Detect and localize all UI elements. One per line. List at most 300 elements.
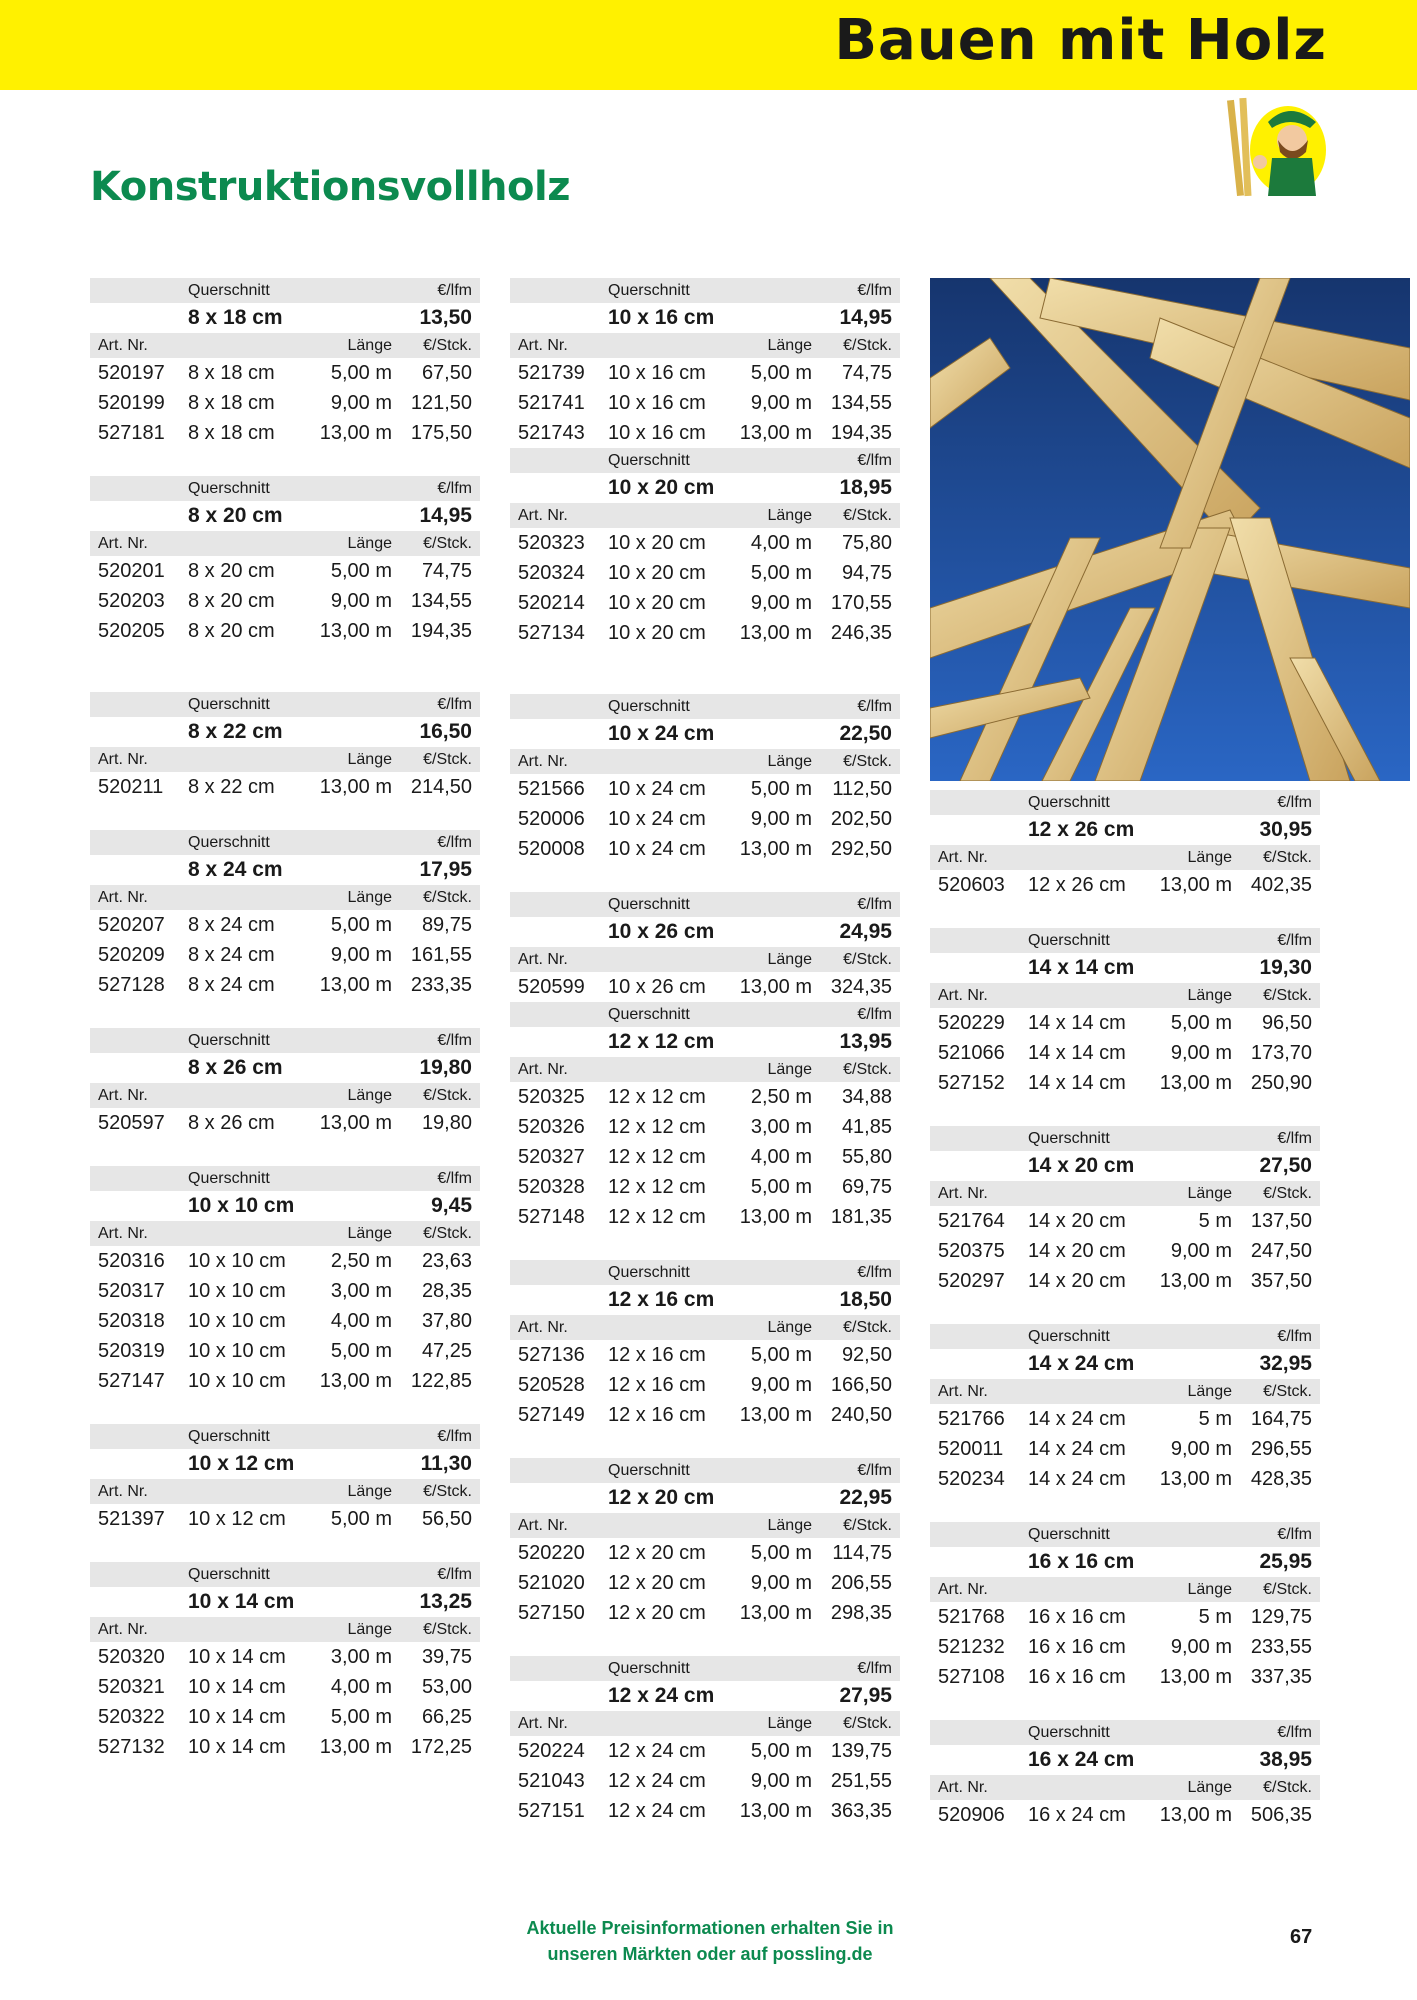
block-spacer [510, 1628, 900, 1656]
table-row [90, 1108, 480, 1138]
table-row [90, 1366, 480, 1396]
page-number: 67 [1290, 1926, 1313, 1948]
length: 9,00 m [750, 1770, 812, 1792]
price-column-3 [930, 790, 1320, 1830]
price-per-lfm: 14,95 [419, 504, 472, 527]
length: 5,00 m [330, 1508, 392, 1530]
length: 13,00 m [319, 974, 392, 996]
per-stck-label: €/Stck. [843, 951, 892, 968]
article-number: 520205 [98, 620, 165, 642]
column-header [510, 1711, 900, 1736]
size-row [510, 1027, 900, 1057]
size-row [510, 303, 900, 333]
article-number: 527152 [938, 1072, 1005, 1094]
footer-line-2: unseren Märkten oder auf possling.de [547, 1944, 873, 1964]
size-row [930, 953, 1320, 983]
querschnitt-label: Querschnitt [1028, 1526, 1110, 1543]
art-nr-label: Art. Nr. [518, 337, 568, 354]
length: 3,00 m [330, 1280, 392, 1302]
table-row [510, 1202, 900, 1232]
article-number: 520322 [98, 1706, 165, 1728]
block-spacer [90, 448, 480, 476]
querschnitt-header [930, 928, 1320, 953]
table-row [510, 418, 900, 448]
article-number: 520321 [98, 1676, 165, 1698]
per-lfm-label: €/lfm [1277, 1130, 1312, 1147]
price-per-lfm: 24,95 [839, 920, 892, 943]
article-number: 520211 [98, 776, 164, 798]
laenge-label: Länge [767, 1715, 812, 1732]
table-row [930, 1236, 1320, 1266]
column-header [510, 947, 900, 972]
article-number: 520327 [518, 1146, 585, 1168]
table-row [930, 1404, 1320, 1434]
dimension: 8 x 26 cm [188, 1112, 275, 1134]
price-per-lfm: 11,30 [420, 1452, 472, 1475]
per-lfm-label: €/lfm [857, 282, 892, 299]
article-number: 521741 [518, 392, 585, 414]
dimension: 16 x 16 cm [1028, 1666, 1126, 1688]
article-number: 520326 [518, 1116, 585, 1138]
article-number: 520324 [518, 562, 585, 584]
column-header [90, 1221, 480, 1246]
table-row [90, 940, 480, 970]
per-stck-label: €/Stck. [1263, 1185, 1312, 1202]
price-per-lfm: 38,95 [1259, 1748, 1312, 1771]
querschnitt-label: Querschnitt [608, 1264, 690, 1281]
size-row [510, 473, 900, 503]
price-per-piece: 122,85 [410, 1370, 472, 1392]
price-block [930, 1126, 1320, 1296]
dimension: 14 x 14 cm [1028, 1072, 1126, 1094]
dimension: 8 x 24 cm [188, 974, 275, 996]
dimension: 12 x 20 cm [608, 1572, 706, 1594]
art-nr-label: Art. Nr. [518, 507, 568, 524]
length: 13,00 m [1159, 1072, 1232, 1094]
table-row [90, 418, 480, 448]
length: 3,00 m [330, 1646, 392, 1668]
price-per-lfm: 13,95 [839, 1030, 892, 1053]
article-number: 520320 [98, 1646, 165, 1668]
table-row [510, 528, 900, 558]
dimension: 12 x 24 cm [608, 1770, 706, 1792]
querschnitt-label: Querschnitt [1028, 794, 1110, 811]
size-row [930, 1745, 1320, 1775]
dimension: 12 x 24 cm [608, 1740, 706, 1762]
size-row [90, 501, 480, 531]
price-block [510, 694, 900, 864]
length: 5,00 m [330, 362, 392, 384]
table-row [510, 1598, 900, 1628]
table-row [510, 1172, 900, 1202]
block-spacer [930, 1692, 1320, 1720]
length: 3,00 m [750, 1116, 812, 1138]
price-per-lfm: 27,50 [1259, 1154, 1312, 1177]
column-header [930, 845, 1320, 870]
article-number: 520224 [518, 1740, 585, 1762]
dimension: 12 x 16 cm [608, 1374, 706, 1396]
price-per-piece: 296,55 [1250, 1438, 1312, 1460]
dimension: 8 x 22 cm [188, 776, 275, 798]
table-row [90, 1246, 480, 1276]
querschnitt-header [510, 278, 900, 303]
article-number: 521764 [938, 1210, 1005, 1232]
dimension: 14 x 14 cm [1028, 1012, 1126, 1034]
column-header [90, 885, 480, 910]
article-number: 521743 [518, 422, 585, 444]
laenge-label: Länge [1187, 1383, 1232, 1400]
length: 9,00 m [750, 808, 812, 830]
article-number: 527108 [938, 1666, 1005, 1688]
laenge-label: Länge [767, 753, 812, 770]
size-row [510, 1681, 900, 1711]
dimension: 8 x 24 cm [188, 944, 275, 966]
size-row [930, 1547, 1320, 1577]
price-per-piece: 206,55 [830, 1572, 892, 1594]
table-row [930, 1662, 1320, 1692]
length: 9,00 m [1170, 1240, 1232, 1262]
laenge-label: Länge [347, 751, 392, 768]
price-per-piece: 428,35 [1250, 1468, 1312, 1490]
price-per-piece: 37,80 [421, 1310, 472, 1332]
table-row [90, 586, 480, 616]
header-bar [0, 0, 1417, 90]
table-row [510, 1082, 900, 1112]
price-block [90, 692, 480, 802]
article-number: 520603 [938, 874, 1005, 896]
column-header [510, 749, 900, 774]
querschnitt-header [510, 694, 900, 719]
column-header [90, 333, 480, 358]
article-number: 520011 [938, 1438, 1004, 1460]
table-row [510, 1142, 900, 1172]
article-number: 527151 [518, 1800, 585, 1822]
page-title: Konstruktionsvollholz [90, 164, 571, 210]
querschnitt-header [90, 476, 480, 501]
price-per-lfm: 9,45 [431, 1194, 472, 1217]
article-number: 520375 [938, 1240, 1005, 1262]
per-stck-label: €/Stck. [423, 535, 472, 552]
block-spacer [930, 1296, 1320, 1324]
querschnitt-label: Querschnitt [188, 480, 270, 497]
art-nr-label: Art. Nr. [98, 337, 148, 354]
block-spacer [90, 1534, 480, 1562]
laenge-label: Länge [1187, 849, 1232, 866]
price-per-lfm: 32,95 [1259, 1352, 1312, 1375]
length: 13,00 m [739, 976, 812, 998]
article-number: 520207 [98, 914, 165, 936]
article-number: 520597 [98, 1112, 165, 1134]
dimension: 10 x 14 cm [188, 1706, 286, 1728]
dimension: 8 x 18 cm [188, 422, 275, 444]
per-stck-label: €/Stck. [423, 751, 472, 768]
art-nr-label: Art. Nr. [518, 753, 568, 770]
table-row [510, 588, 900, 618]
price-per-piece: 298,35 [830, 1602, 892, 1624]
laenge-label: Länge [767, 1517, 812, 1534]
table-row [510, 1400, 900, 1430]
table-row [930, 870, 1320, 900]
per-stck-label: €/Stck. [843, 337, 892, 354]
laenge-label: Länge [347, 1621, 392, 1638]
price-per-lfm: 25,95 [1259, 1550, 1312, 1573]
block-spacer [510, 648, 900, 694]
block-spacer [90, 1138, 480, 1166]
block-spacer [510, 864, 900, 892]
size-row [930, 1349, 1320, 1379]
article-number: 527136 [518, 1344, 585, 1366]
column-header [90, 747, 480, 772]
length: 5,00 m [750, 1542, 812, 1564]
article-number: 521739 [518, 362, 585, 384]
price-per-piece: 96,50 [1261, 1012, 1312, 1034]
price-per-piece: 19,80 [421, 1112, 472, 1134]
per-lfm-label: €/lfm [1277, 1526, 1312, 1543]
size-row [930, 815, 1320, 845]
cross-section-size: 10 x 24 cm [608, 722, 715, 745]
per-stck-label: €/Stck. [423, 337, 472, 354]
per-stck-label: €/Stck. [423, 1483, 472, 1500]
price-per-piece: 75,80 [841, 532, 892, 554]
article-number: 520599 [518, 976, 585, 998]
size-row [510, 1285, 900, 1315]
querschnitt-label: Querschnitt [188, 282, 270, 299]
per-lfm-label: €/lfm [857, 698, 892, 715]
length: 13,00 m [319, 1112, 392, 1134]
querschnitt-label: Querschnitt [1028, 1328, 1110, 1345]
article-number: 520214 [518, 592, 585, 614]
price-per-piece: 246,35 [830, 622, 892, 644]
article-number: 520197 [98, 362, 165, 384]
querschnitt-label: Querschnitt [188, 1566, 270, 1583]
length: 13,00 m [739, 422, 812, 444]
article-number: 527148 [518, 1206, 585, 1228]
length: 9,00 m [1170, 1042, 1232, 1064]
price-block [930, 790, 1320, 900]
price-block [510, 892, 900, 1002]
size-row [510, 719, 900, 749]
art-nr-label: Art. Nr. [518, 951, 568, 968]
price-per-piece: 250,90 [1250, 1072, 1312, 1094]
size-row [90, 303, 480, 333]
table-row [930, 1800, 1320, 1830]
timber-roof-photo [930, 278, 1410, 781]
art-nr-label: Art. Nr. [98, 1087, 148, 1104]
block-spacer [510, 1430, 900, 1458]
laenge-label: Länge [347, 337, 392, 354]
price-per-piece: 92,50 [841, 1344, 892, 1366]
table-row [930, 1008, 1320, 1038]
art-nr-label: Art. Nr. [938, 1185, 988, 1202]
price-block [930, 1720, 1320, 1830]
price-per-piece: 292,50 [830, 838, 892, 860]
article-number: 520906 [938, 1804, 1005, 1826]
dimension: 12 x 24 cm [608, 1800, 706, 1822]
querschnitt-header [90, 1562, 480, 1587]
table-row [510, 1568, 900, 1598]
article-number: 527147 [98, 1370, 165, 1392]
length: 5,00 m [1170, 1012, 1232, 1034]
art-nr-label: Art. Nr. [938, 849, 988, 866]
price-per-piece: 53,00 [421, 1676, 472, 1698]
table-row [930, 1632, 1320, 1662]
dimension: 8 x 18 cm [188, 362, 275, 384]
price-per-piece: 175,50 [410, 422, 472, 444]
cross-section-size: 10 x 14 cm [188, 1590, 295, 1613]
article-number: 521020 [518, 1572, 585, 1594]
laenge-label: Länge [1187, 1581, 1232, 1598]
price-per-piece: 194,35 [410, 620, 472, 642]
querschnitt-header [930, 1324, 1320, 1349]
article-number: 520316 [98, 1250, 165, 1272]
querschnitt-label: Querschnitt [1028, 1130, 1110, 1147]
article-number: 520317 [98, 1280, 165, 1302]
article-number: 521768 [938, 1606, 1005, 1628]
length: 9,00 m [330, 590, 392, 612]
price-per-lfm: 19,30 [1259, 956, 1312, 979]
price-per-lfm: 13,25 [419, 1590, 472, 1613]
art-nr-label: Art. Nr. [98, 1621, 148, 1638]
laenge-label: Länge [1187, 1185, 1232, 1202]
laenge-label: Länge [767, 1061, 812, 1078]
dimension: 10 x 20 cm [608, 592, 706, 614]
per-lfm-label: €/lfm [857, 896, 892, 913]
price-per-piece: 337,35 [1250, 1666, 1312, 1688]
block-spacer [90, 1000, 480, 1028]
querschnitt-label: Querschnitt [188, 1032, 270, 1049]
table-row [510, 1796, 900, 1826]
table-row [510, 804, 900, 834]
querschnitt-label: Querschnitt [608, 452, 690, 469]
price-block [90, 278, 480, 448]
table-row [90, 970, 480, 1000]
dimension: 10 x 10 cm [188, 1280, 286, 1302]
querschnitt-label: Querschnitt [1028, 932, 1110, 949]
dimension: 10 x 20 cm [608, 562, 706, 584]
price-block [510, 448, 900, 648]
art-nr-label: Art. Nr. [938, 987, 988, 1004]
querschnitt-header [90, 278, 480, 303]
per-lfm-label: €/lfm [437, 480, 472, 497]
table-row [90, 1306, 480, 1336]
per-lfm-label: €/lfm [857, 452, 892, 469]
length: 4,00 m [750, 1146, 812, 1168]
price-per-lfm: 18,50 [839, 1288, 892, 1311]
length: 5 m [1198, 1606, 1232, 1628]
length: 5 m [1198, 1210, 1232, 1232]
length: 5,00 m [750, 362, 812, 384]
art-nr-label: Art. Nr. [98, 535, 148, 552]
price-block [90, 476, 480, 646]
cross-section-size: 8 x 26 cm [188, 1056, 283, 1079]
length: 9,00 m [750, 392, 812, 414]
querschnitt-header [90, 1166, 480, 1191]
price-per-piece: 166,50 [830, 1374, 892, 1396]
table-row [90, 1672, 480, 1702]
table-row [510, 1538, 900, 1568]
querschnitt-header [510, 1458, 900, 1483]
querschnitt-header [930, 790, 1320, 815]
price-per-piece: 233,55 [1250, 1636, 1312, 1658]
per-stck-label: €/Stck. [843, 507, 892, 524]
cross-section-size: 10 x 12 cm [188, 1452, 295, 1475]
article-number: 520229 [938, 1012, 1005, 1034]
cross-section-size: 16 x 24 cm [1028, 1748, 1135, 1771]
length: 13,00 m [1159, 1804, 1232, 1826]
table-row [930, 1266, 1320, 1296]
price-per-piece: 112,50 [832, 778, 892, 800]
block-spacer [90, 802, 480, 830]
price-per-piece: 324,35 [830, 976, 892, 998]
article-number: 520319 [98, 1340, 165, 1362]
per-lfm-label: €/lfm [437, 1566, 472, 1583]
price-block [90, 1424, 480, 1534]
article-number: 527150 [518, 1602, 585, 1624]
table-row [90, 388, 480, 418]
dimension: 10 x 14 cm [188, 1646, 286, 1668]
cross-section-size: 10 x 10 cm [188, 1194, 295, 1217]
per-stck-label: €/Stck. [1263, 987, 1312, 1004]
querschnitt-header [90, 830, 480, 855]
length: 9,00 m [750, 592, 812, 614]
article-number: 521043 [518, 1770, 585, 1792]
cross-section-size: 12 x 20 cm [608, 1486, 715, 1509]
art-nr-label: Art. Nr. [938, 1581, 988, 1598]
dimension: 10 x 24 cm [608, 778, 706, 800]
querschnitt-header [90, 692, 480, 717]
price-per-piece: 172,25 [410, 1736, 472, 1758]
length: 13,00 m [739, 1800, 812, 1822]
dimension: 14 x 14 cm [1028, 1042, 1126, 1064]
price-per-piece: 139,75 [830, 1740, 892, 1762]
block-spacer [90, 646, 480, 692]
length: 5,00 m [750, 1176, 812, 1198]
price-per-piece: 363,35 [830, 1800, 892, 1822]
querschnitt-label: Querschnitt [608, 1462, 690, 1479]
per-lfm-label: €/lfm [437, 696, 472, 713]
price-per-piece: 89,75 [421, 914, 472, 936]
table-row [510, 1736, 900, 1766]
dimension: 10 x 24 cm [608, 808, 706, 830]
art-nr-label: Art. Nr. [518, 1517, 568, 1534]
dimension: 10 x 10 cm [188, 1310, 286, 1332]
block-spacer [930, 1494, 1320, 1522]
length: 4,00 m [750, 532, 812, 554]
table-row [510, 774, 900, 804]
laenge-label: Länge [347, 1483, 392, 1500]
length: 13,00 m [1159, 874, 1232, 896]
dimension: 16 x 16 cm [1028, 1606, 1126, 1628]
price-per-lfm: 22,50 [839, 722, 892, 745]
table-row [930, 1206, 1320, 1236]
cross-section-size: 12 x 26 cm [1028, 818, 1135, 841]
table-row [90, 616, 480, 646]
per-stck-label: €/Stck. [423, 889, 472, 906]
length: 2,50 m [750, 1086, 812, 1108]
dimension: 12 x 16 cm [608, 1404, 706, 1426]
per-lfm-label: €/lfm [857, 1006, 892, 1023]
table-row [930, 1068, 1320, 1098]
length: 13,00 m [319, 422, 392, 444]
column-header [90, 1617, 480, 1642]
dimension: 12 x 12 cm [608, 1116, 706, 1138]
length: 9,00 m [330, 392, 392, 414]
per-stck-label: €/Stck. [1263, 849, 1312, 866]
article-number: 521232 [938, 1636, 1005, 1658]
price-per-piece: 23,63 [421, 1250, 472, 1272]
per-lfm-label: €/lfm [437, 282, 472, 299]
price-per-lfm: 18,95 [839, 476, 892, 499]
